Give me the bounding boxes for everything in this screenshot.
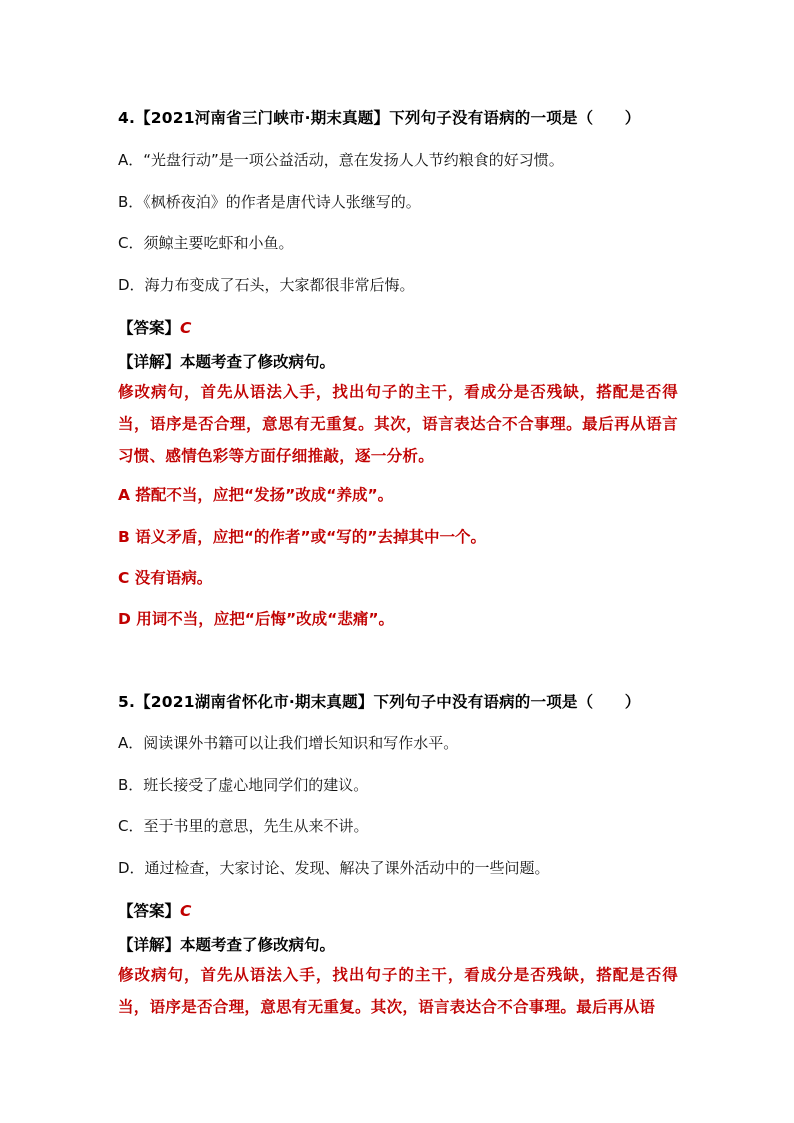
detail-label: 【详解】 xyxy=(118,936,181,954)
question-4-analysis-b: B 语义矛盾，应把“的作者”或“写的”去掉其中一个。 xyxy=(118,528,486,546)
question-4-explanation: 修改病句，首先从语法入手，找出句子的主干，看成分是否残缺，搭配是否得当，语序是否合理，意思有无重复。其次，语言表达合不合事理。最后再从语言习惯、感情色彩等方面仔细推敲，逐一分析。 xyxy=(118,383,678,465)
answer-label: 【答案】 xyxy=(118,902,181,920)
question-4-option-c: C．须鲸主要吃虾和小鱼。 xyxy=(118,234,294,252)
question-4-analysis-a: A 搭配不当，应把“发扬”改成“养成”。 xyxy=(118,486,394,504)
detail-text: 本题考查了修改病句。 xyxy=(180,936,336,954)
detail-label: 【详解】 xyxy=(118,353,181,371)
answer-value: C xyxy=(180,319,192,337)
question-4-answer xyxy=(118,316,191,338)
answer-label: 【答案】 xyxy=(118,319,181,337)
detail-text: 本题考查了修改病句。 xyxy=(180,353,336,371)
question-4-option-b: B．《枫桥夜泊》的作者是唐代诗人张继写的。 xyxy=(118,193,421,211)
question-5-explanation: 修改病句，首先从语法入手，找出句子的主干，看成分是否残缺，搭配是否得当，语序是否合理，意思有无重复。其次，语言表达合不合事理。最后再从语 xyxy=(118,966,678,1016)
question-4-option-a: A．“光盘行动”是一项公益活动，意在发扬人人节约粮食的好习惯。 xyxy=(118,151,564,169)
question-5-option-c: C．至于书里的意思，先生从来不讲。 xyxy=(118,817,369,835)
question-4-option-d: D．海力布变成了石头，大家都很非常后悔。 xyxy=(118,276,415,294)
question-5-option-d: D．通过检查，大家讨论、发现、解决了课外活动中的一些问题。 xyxy=(118,859,550,877)
question-5-option-a: A．阅读课外书籍可以让我们增长知识和写作水平。 xyxy=(118,734,459,752)
question-4-analysis-c: C 没有语病。 xyxy=(118,569,213,587)
question-4-analysis-d: D 用词不当，应把“后悔”改成“悲痛”。 xyxy=(118,610,395,628)
question-5-answer xyxy=(118,899,191,921)
question-5-title: 5.【2021湖南省怀化市·期末真题】下列句子中没有语病的一项是（ ） xyxy=(118,693,641,711)
answer-value: C xyxy=(180,902,192,920)
question-4-title: 4.【2021河南省三门峡市·期末真题】下列句子没有语病的一项是（ ） xyxy=(118,109,641,127)
question-5-detail xyxy=(118,933,335,955)
question-4-detail xyxy=(118,350,335,372)
question-5-option-b: B．班长接受了虚心地同学们的建议。 xyxy=(118,776,369,794)
